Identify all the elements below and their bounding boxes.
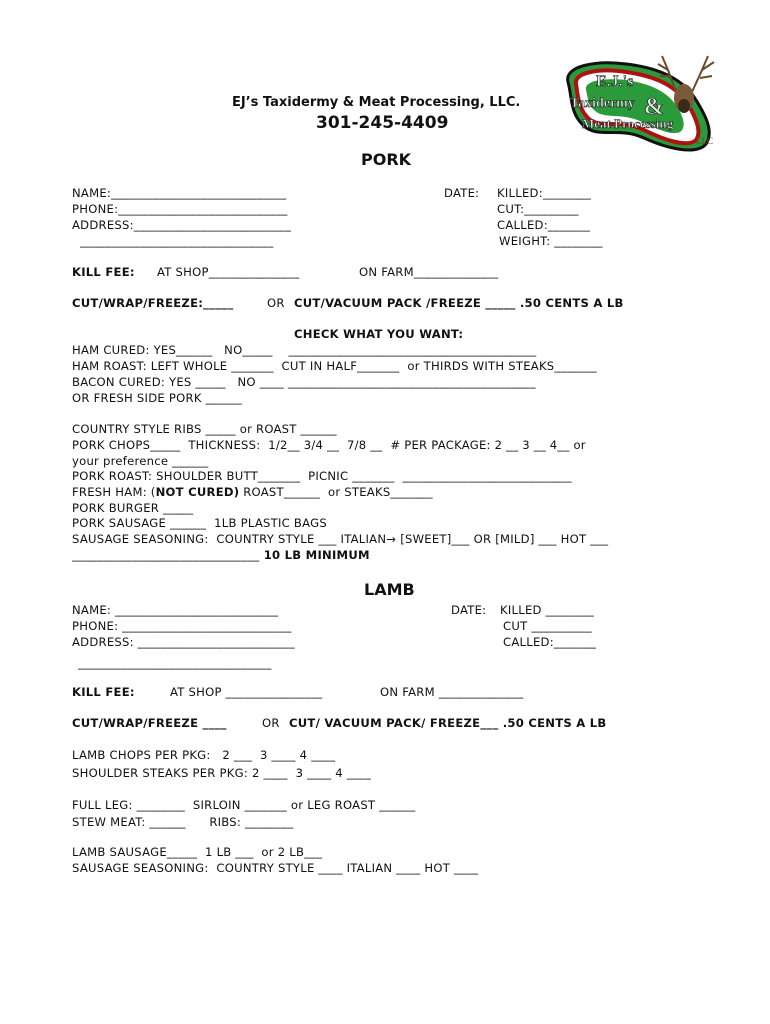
pork-roast-line[interactable]: PORK ROAST: SHOULDER BUTT_______ PICNIC _______ ____________________________ (72, 469, 572, 483)
pork-weight-field[interactable]: WEIGHT: ________ (499, 234, 603, 248)
company-phone: 301-245-4409 (316, 113, 449, 133)
lamb-cut-wrap-freeze[interactable]: CUT/WRAP/FREEZE ____ (72, 716, 227, 730)
lamb-on-farm-field[interactable]: ON FARM ______________ (380, 685, 524, 699)
logo-text-1: E.J.'s (596, 73, 634, 90)
lamb-at-shop-field[interactable]: AT SHOP ________________ (170, 685, 323, 699)
pork-vacuum-pack[interactable]: CUT/VACUUM PACK /FREEZE _____ .50 CENTS A LB (294, 296, 624, 310)
fresh-ham-options: ROAST______ or STEAKS_______ (239, 485, 433, 499)
lamb-killed-field[interactable]: KILLED ________ (500, 603, 595, 617)
company-logo (556, 52, 726, 170)
pork-heading: PORK (361, 150, 412, 169)
ham-cured-line[interactable]: HAM CURED: YES______ NO_____ _________________________________________ (72, 343, 537, 357)
pork-chops-line[interactable]: PORK CHOPS_____ THICKNESS: 1/2__ 3/4 __ 7/8 __ # PER PACKAGE: 2 __ 3 __ 4__ or (72, 438, 586, 452)
bacon-cured-line[interactable]: BACON CURED: YES _____ NO ____ _________________________________________ (72, 375, 536, 389)
lamb-called-field[interactable]: CALLED:_______ (503, 635, 597, 649)
pork-called-field[interactable]: CALLED:_______ (497, 218, 591, 232)
lamb-address-field[interactable]: ADDRESS: __________________________ (72, 635, 295, 649)
full-leg-line[interactable]: FULL LEG: ________ SIRLOIN _______ or LEG ROAST ______ (72, 798, 416, 812)
pork-address-line2[interactable]: ________________________________ (80, 234, 274, 248)
lamb-name-field[interactable]: NAME: ___________________________ (72, 603, 279, 617)
lamb-vacuum-pack[interactable]: CUT/ VACUUM PACK/ FREEZE___ .50 CENTS A LB (289, 716, 607, 730)
pork-date-label: DATE: (444, 186, 480, 200)
shoulder-steaks-line[interactable]: SHOULDER STEAKS PER PKG: 2 ____ 3 ____ 4 ____ (72, 766, 372, 780)
pork-sausage-line[interactable]: PORK SAUSAGE ______ 1LB PLASTIC BAGS (72, 516, 327, 530)
lamb-date-label: DATE: (451, 603, 487, 617)
lamb-sausage-line[interactable]: LAMB SAUSAGE_____ 1 LB ___ or 2 LB___ (72, 845, 323, 859)
country-ribs-line[interactable]: COUNTRY STYLE RIBS _____ or ROAST ______ (72, 422, 337, 436)
pork-cut-field[interactable]: CUT:_________ (497, 202, 579, 216)
company-name: EJ’s Taxidermy & Meat Processing, LLC. (232, 95, 521, 110)
pork-kill-fee-label: KILL FEE: (72, 265, 135, 279)
logo-suffix: LLC (696, 136, 713, 146)
fresh-ham-label: FRESH HAM: ( (72, 485, 156, 499)
pork-killed-field[interactable]: KILLED:________ (497, 186, 592, 200)
pork-phone-field[interactable]: PHONE:____________________________ (72, 202, 288, 216)
minimum-line[interactable] (72, 548, 370, 562)
pork-cut-wrap-freeze[interactable]: CUT/WRAP/FREEZE:_____ (72, 296, 234, 310)
minimum-text: 10 LB MINIMUM (259, 548, 370, 562)
logo-ampersand: & (644, 94, 664, 120)
lamb-phone-field[interactable]: PHONE: ____________________________ (72, 619, 292, 633)
pork-on-farm-field[interactable]: ON FARM______________ (359, 265, 499, 279)
pork-name-field[interactable]: NAME:_____________________________ (72, 186, 287, 200)
not-cured-label: NOT CURED) (155, 485, 240, 499)
pork-at-shop-field[interactable]: AT SHOP_______________ (157, 265, 300, 279)
pork-burger-line[interactable]: PORK BURGER _____ (72, 501, 194, 515)
pork-address-field[interactable]: ADDRESS:__________________________ (72, 218, 292, 232)
preference-line[interactable]: your preference ______ (72, 454, 209, 468)
fresh-ham-line[interactable] (72, 485, 433, 499)
fresh-side-pork-line[interactable]: OR FRESH SIDE PORK ______ (72, 391, 242, 405)
lamb-or-label: OR (262, 716, 280, 730)
stew-meat-line[interactable]: STEW MEAT: ______ RIBS: ________ (72, 815, 294, 829)
lamb-chops-line[interactable]: LAMB CHOPS PER PKG: 2 ___ 3 ____ 4 ____ (72, 748, 336, 762)
pork-check-heading: CHECK WHAT YOU WANT: (294, 327, 464, 341)
lamb-heading: LAMB (364, 580, 415, 599)
lamb-seasoning-line[interactable]: SAUSAGE SEASONING: COUNTRY STYLE ____ ITALIAN ____ HOT ____ (72, 861, 479, 875)
logo-text-3: Meat Processing (582, 116, 674, 131)
ham-roast-line[interactable]: HAM ROAST: LEFT WHOLE _______ CUT IN HALF_______ or THIRDS WITH STEAKS_______ (72, 359, 597, 373)
sausage-seasoning-line[interactable]: SAUSAGE SEASONING: COUNTRY STYLE ___ ITALIAN→ [SWEET]___ OR [MILD] ___ HOT ___ (72, 532, 609, 546)
lamb-kill-fee-label: KILL FEE: (72, 685, 135, 699)
minimum-blank: _______________________________ (72, 548, 260, 562)
lamb-cut-field[interactable]: CUT __________ (503, 619, 592, 633)
lamb-address-line2[interactable]: ________________________________ (78, 656, 272, 670)
logo-text-2: Taxidermy (570, 96, 635, 111)
pork-or-label: OR (267, 296, 285, 310)
